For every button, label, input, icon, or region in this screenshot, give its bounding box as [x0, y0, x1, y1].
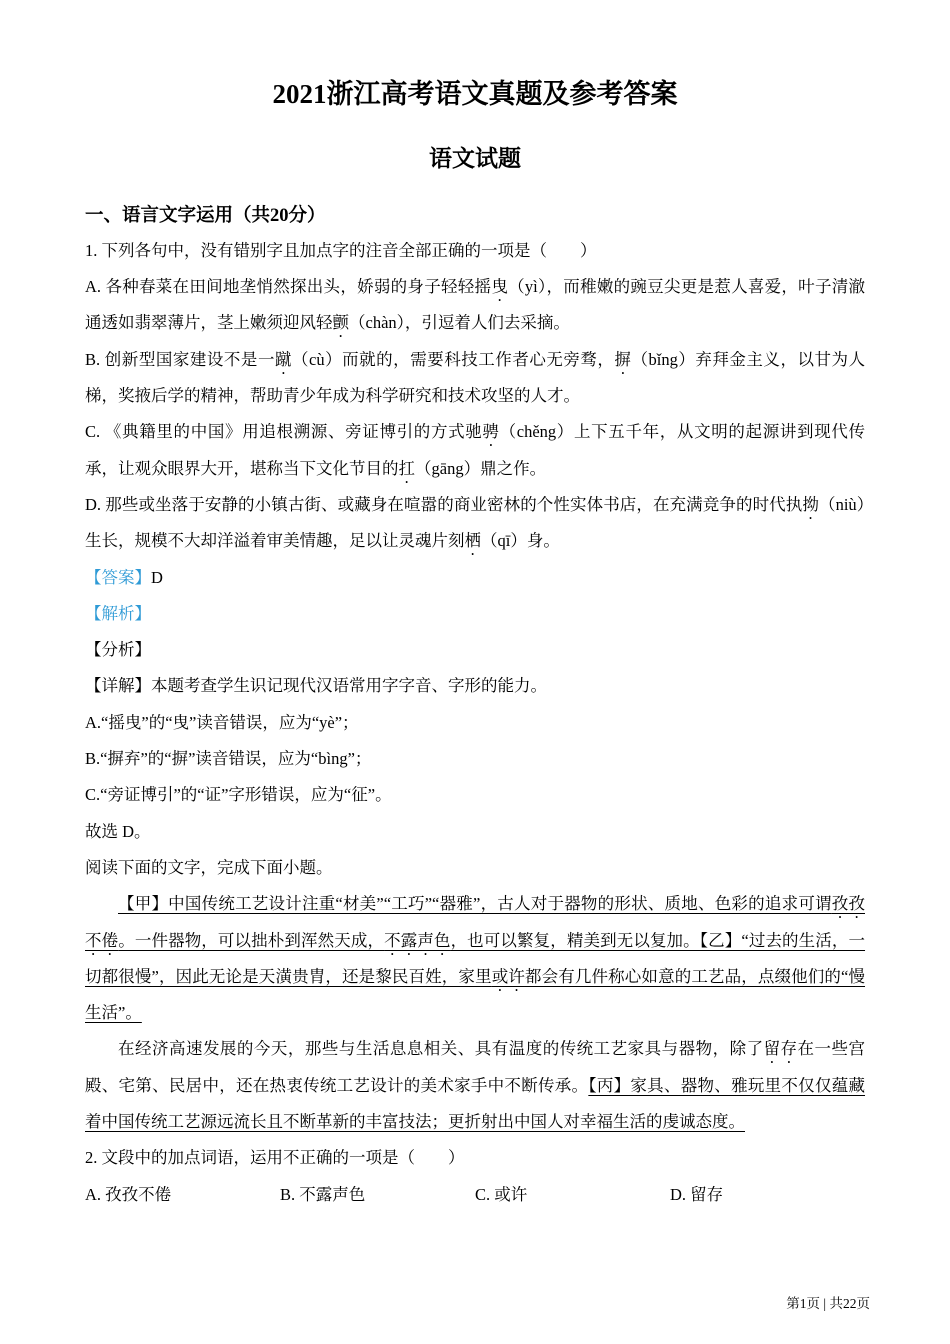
option-a-text: 各种春菜在田间地垄悄然探出头，娇弱的身子轻轻摇曳（yì），而稚嫩的豌豆尖更是惹人喜爱，叶子清澈通透如翡翠薄片，茎上嫩须迎风轻颤（chàn），引逗着人们去采摘。 — [85, 277, 866, 333]
question-2-options — [85, 1177, 865, 1213]
question-1-stem: 1. 下列各句中，没有错别字且加点字的注音全部正确的一项是（ ） — [85, 240, 597, 260]
explain-line-a: A.“摇曳”的“曳”读音错误，应为“yè”； — [85, 712, 359, 732]
question-2-option-a: A. 孜孜不倦 — [85, 1184, 172, 1204]
jiexi-label: 【解析】 — [85, 603, 151, 623]
option-d-text: 那些或坐落于安静的小镇古街、或藏身在喧嚣的商业密林的个性实体书店，在充满竞争的时代执拗（niù）生长，规模不大却洋溢着审美情趣，足以让灵魂片刻栖（qī）身。 — [85, 494, 866, 551]
question-2-option-c: C. 或许 — [475, 1184, 528, 1204]
explain-line-b: B.“摒弃”的“摒”读音错误，应为“bìng”； — [85, 749, 372, 769]
passage-paragraph-2: 在经济高速发展的今天，那些与生活息息相关、具有温度的传统工艺家具与器物，除了留存在一些宫殿、宅第、民居中，还在热衷传统工艺设计的美术家手中不断传承。【丙】家具、器物、雅玩里不仅仅蕴藏着中国传统工艺源远流长且不断革新的丰富技法；更折射出中国人对幸福生活的虔诚态度。 — [85, 1039, 866, 1131]
question-1-option-a — [85, 269, 865, 342]
question-1-option-d — [85, 487, 865, 560]
option-c-text: 《典籍里的中国》用追根溯源、旁证博引的方式驰骋（chěng）上下五千年，从文明的起源讲到现代传承，让观众眼界大开，堪称当下文化节目的扛（gāng）鼎之作。 — [85, 422, 866, 478]
option-b-text: 创新型国家建设不是一蹴（cù）而就的，需要科技工作者心无旁骛，摒（bǐng）弃拜金主义，以甘为人梯，奖掖后学的精神，帮助青少年成为科学研究和技术攻坚的人才。 — [85, 349, 866, 406]
answer-value: D — [151, 567, 163, 587]
explain-conclusion: 故选 D。 — [85, 821, 151, 841]
fenxi-label: 【分析】 — [85, 640, 151, 660]
question-2-option-d: D. 留存 — [670, 1184, 724, 1204]
option-c-label: C. — [85, 422, 105, 442]
question-2-stem: 2. 文段中的加点词语，运用不正确的一项是（ ） — [85, 1148, 465, 1168]
question-1-option-c — [85, 414, 865, 487]
option-d-label: D. — [85, 494, 106, 514]
option-b-label: B. — [85, 349, 105, 369]
answer-line — [85, 560, 865, 596]
page-footer: 第1页 | 共22页 — [786, 1296, 870, 1311]
question-2-option-b: B. 不露声色 — [280, 1184, 366, 1204]
document-subtitle: 语文试题 — [429, 146, 521, 172]
detail-line: 【详解】本题考查学生识记现代汉语常用字字音、字形的能力。 — [85, 676, 547, 696]
passage-paragraph-1: 【甲】中国传统工艺设计注重“材美”“工巧”“器雅”，古人对于器物的形状、质地、色彩的追求可谓孜孜不倦。一件器物，可以拙朴到浑然天成，不露声色，也可以繁复，精美到无以复加。【乙】“过去的生活，一切都很慢”，因此无论是天潢贵胄，还是黎民百姓，家里或许都会有几件称心如意的工艺品，点缀他们的“慢生活”。 — [85, 894, 866, 1023]
document-title: 2021浙江高考语文真题及参考答案 — [272, 79, 678, 109]
answer-label: 【答案】 — [85, 567, 151, 587]
option-a-label: A. — [85, 277, 106, 297]
section-1-heading: 一、语言文字运用（共20分） — [85, 206, 326, 227]
question-1-option-b — [85, 342, 865, 415]
reading-intro: 阅读下面的文字，完成下面小题。 — [85, 857, 333, 877]
explain-line-c: C.“旁证博引”的“证”字形错误，应为“征”。 — [85, 785, 392, 805]
